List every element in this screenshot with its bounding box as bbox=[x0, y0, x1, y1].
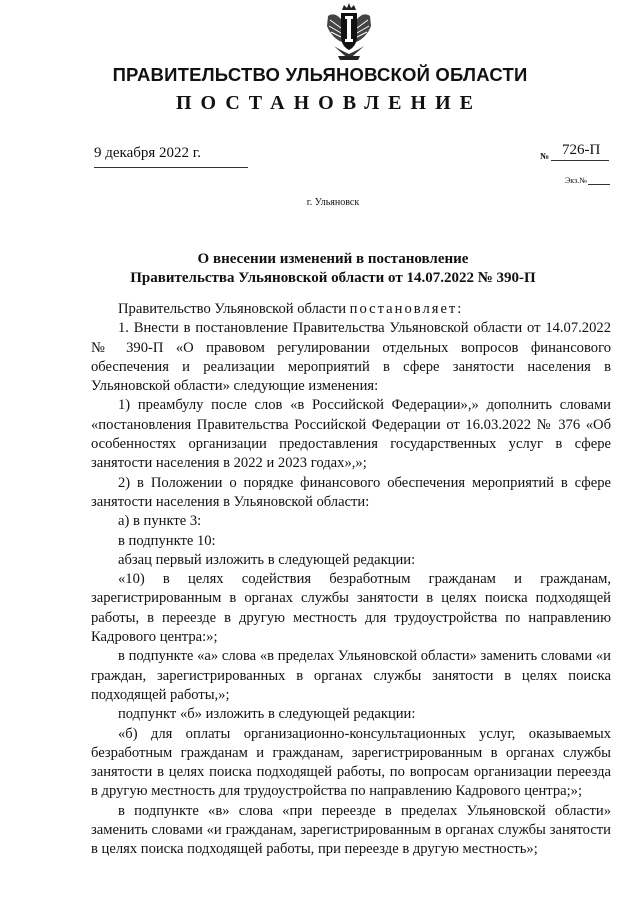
document-type: ПОСТАНОВЛЕНИЕ bbox=[176, 92, 482, 114]
body-paragraph: абзац первый изложить в следующей редакции: bbox=[118, 551, 416, 568]
document-date: 9 декабря 2022 г. bbox=[94, 145, 201, 161]
body-paragraph: подпункт «б» изложить в следующей редакции: bbox=[118, 706, 416, 723]
document-number: 726-П bbox=[562, 142, 601, 158]
body-paragraph: в подпункте «в» слова «при переезде в пределах Ульяновской области» заменить словами «и гражданам, зарегистрированным в органах службы занятости в целях поиска подходящей работы, при переезде в другую местность»; bbox=[91, 802, 611, 858]
body-paragraph: «10) в целях содействия безработным гражданам и гражданам, зарегистрированным в органах службы занятости в целях поиска подходящей работы, в переезде в другую местность для трудоустройства по направлению Кадрового центра:»; bbox=[91, 571, 611, 646]
intro-lead: Правительство Ульяновской области bbox=[118, 301, 350, 317]
document-heading bbox=[0, 250, 640, 288]
body-paragraph: 1. Внести в постановление Правительства Ульяновской области от 14.07.2022 № 390-П «О правовом регулировании отдельных вопросов финансового обеспечения и реализации мероприятий в сфере занятости населения в Ульяновской области» следующие изменения: bbox=[91, 320, 611, 395]
body-paragraph: «б) для оплаты организационно-консультационных услуг, оказываемых безработным гражданам и гражданам, зарегистрированным в органах службы занятости в целях поиска подходящей работы, по вопросам организации переезда в другую местность для трудоустройства по направлению Кадрового центра;»; bbox=[91, 725, 611, 800]
intro-paragraph bbox=[91, 300, 611, 319]
number-underline bbox=[551, 160, 609, 161]
number-sign: № bbox=[540, 151, 550, 161]
city-label: г. Ульяновск bbox=[306, 197, 360, 208]
date-underline bbox=[94, 167, 248, 168]
copy-number-underline bbox=[588, 184, 610, 185]
coat-of-arms-emblem bbox=[322, 2, 376, 64]
body-paragraph: в подпункте 10: bbox=[118, 532, 216, 549]
document-body bbox=[91, 300, 611, 860]
body-paragraph: 1) преамбулу после слов «в Российской Федерации»,» дополнить словами «постановления Правительства Российской Федерации от 16.03.2022 № 376 «Об особенностях организации предоставления государственных услуг в сфере занятости населения в 2022 и 2023 годах»,»; bbox=[91, 397, 611, 472]
heading-line-1: О внесении изменений в постановление bbox=[197, 251, 469, 267]
copy-number-label: Экз.№ bbox=[565, 176, 587, 185]
body-paragraph: а) в пункте 3: bbox=[118, 513, 202, 530]
intro-resolves: постановляет: bbox=[349, 301, 464, 317]
heading-line-2: Правительства Ульяновской области от 14.07.2022 № 390-П bbox=[130, 270, 536, 286]
body-paragraph: в подпункте «а» слова «в пределах Ульяновской области» заменить словами «и граждан, зарегистрированных в органах службы занятости в целях поиска подходящей работы,»; bbox=[91, 648, 611, 703]
body-paragraph: 2) в Положении о порядке финансового обеспечения мероприятий в сфере занятости населения в Ульяновской области: bbox=[91, 474, 611, 510]
government-name: ПРАВИТЕЛЬСТВО УЛЬЯНОВСКОЙ ОБЛАСТИ bbox=[112, 64, 528, 85]
